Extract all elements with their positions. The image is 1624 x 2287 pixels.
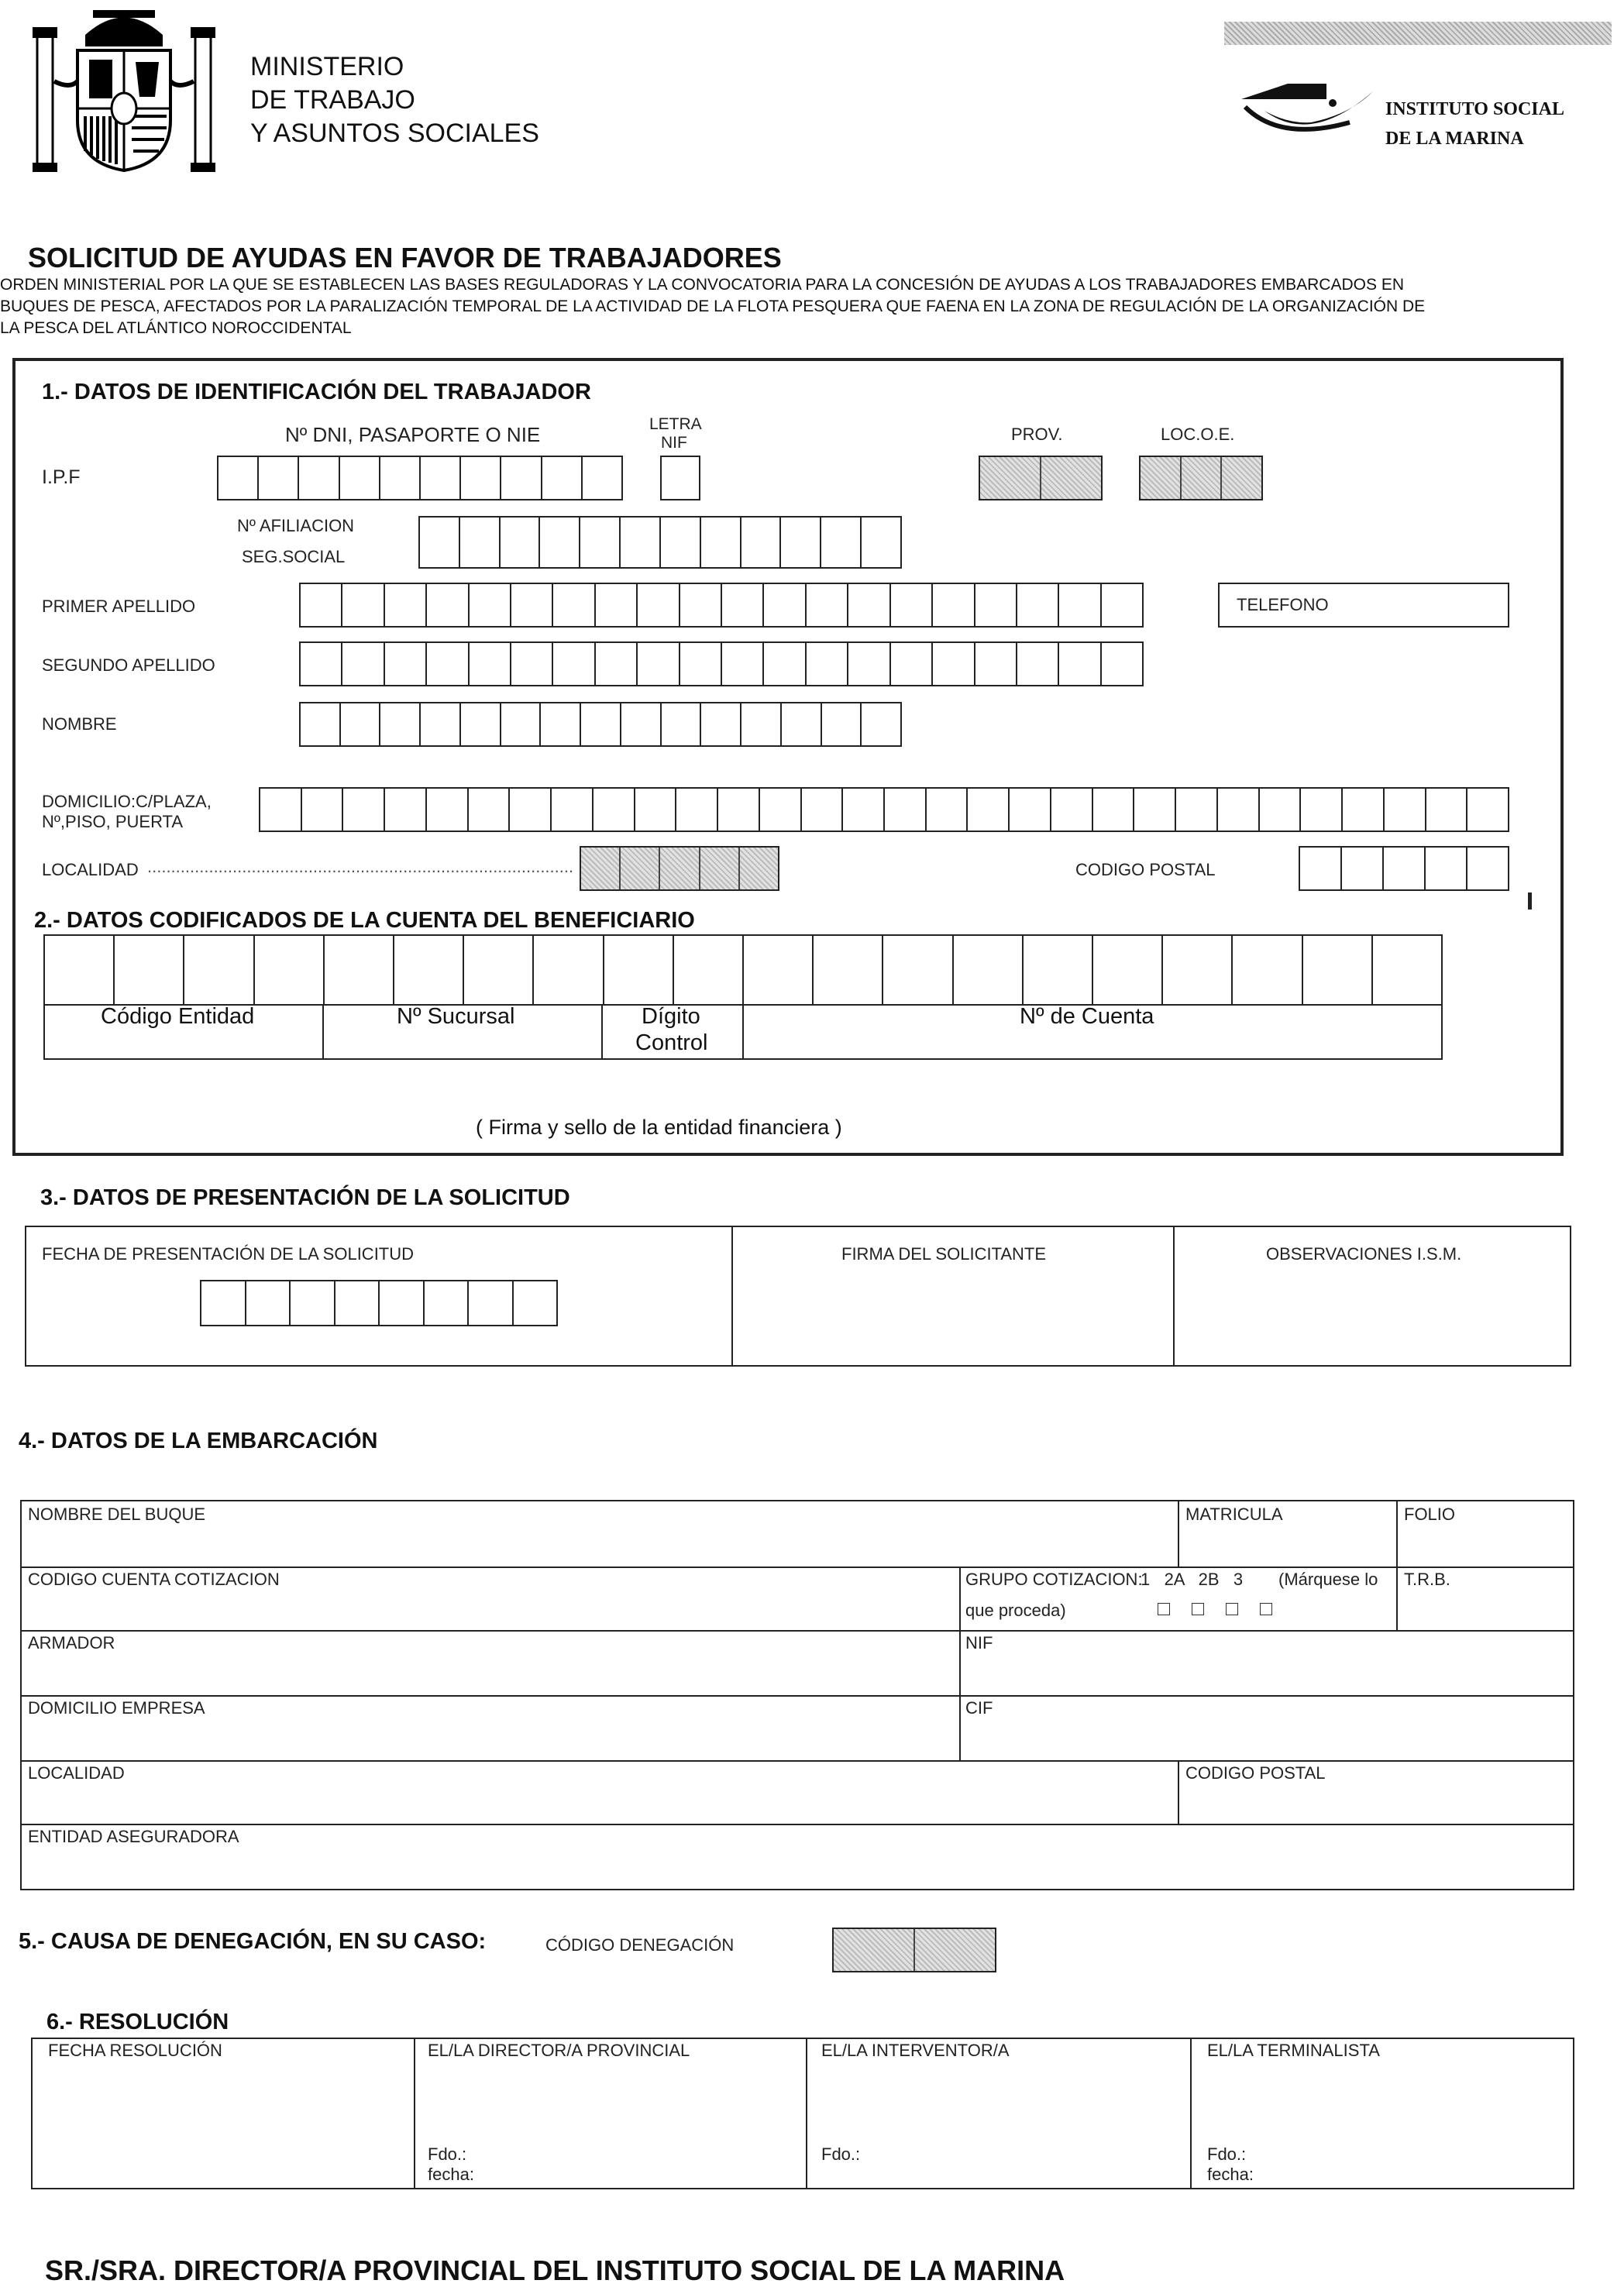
sucursal-label: Nº Sucursal	[397, 1004, 515, 1029]
fecha-resolucion-label: FECHA RESOLUCIÓN	[48, 2041, 222, 2060]
telefono-field[interactable]	[1218, 583, 1509, 628]
ccc-label: CODIGO CUENTA COTIZACION	[28, 1570, 280, 1589]
grupo-2b-checkbox[interactable]	[1226, 1603, 1238, 1615]
nif-empresa-label: NIF	[965, 1633, 993, 1652]
grupo-cotizacion-label: GRUPO COTIZACION:	[965, 1570, 1143, 1589]
nif-label: NIF	[661, 434, 687, 452]
observaciones-field[interactable]	[1176, 1274, 1568, 1359]
codigo-denegacion-label: CÓDIGO DENEGACIÓN	[545, 1935, 735, 1955]
ism-name-line2: DE LA MARINA	[1385, 129, 1524, 149]
page-title: SOLICITUD DE AYUDAS EN FAVOR DE TRABAJADORES	[28, 242, 782, 273]
ism-name-line1: INSTITUTO SOCIAL	[1385, 99, 1564, 119]
localidad-dotted-line[interactable]: ..........................................................................................	[147, 857, 574, 876]
director-fecha-label: fecha:	[428, 2165, 474, 2184]
section-4-heading: 4.- DATOS DE LA EMBARCACIÓN	[19, 1429, 378, 1453]
primer-apellido-input[interactable]	[299, 583, 1144, 628]
intro-line-3: LA PESCA DEL ATLÁNTICO NOROCCIDENTAL	[0, 319, 352, 337]
firma-entidad-label: ( Firma y sello de la entidad financiera )	[476, 1116, 842, 1139]
armador-label: ARMADOR	[28, 1633, 115, 1652]
codigo-postal-input[interactable]	[1299, 846, 1509, 891]
letra-label: LETRA	[649, 415, 702, 433]
primer-apellido-label: PRIMER APELLIDO	[42, 597, 196, 616]
grupo-note-2: que proceda)	[965, 1601, 1066, 1620]
trb-label: T.R.B.	[1404, 1570, 1450, 1589]
fecha-presentacion-input[interactable]	[200, 1280, 558, 1326]
segundo-apellido-input[interactable]	[299, 641, 1144, 686]
ministry-name-line1: MINISTERIO	[250, 52, 404, 81]
nombre-buque-label: NOMBRE DEL BUQUE	[28, 1505, 206, 1524]
nombre-label: NOMBRE	[42, 714, 117, 734]
spain-coat-of-arms-icon	[31, 4, 217, 174]
section-5-heading: 5.- CAUSA DE DENEGACIÓN, EN SU CASO:	[19, 1929, 487, 1954]
grupo-options-label: 1 2A 2B 3	[1141, 1570, 1244, 1589]
cuenta-label: Nº de Cuenta	[1020, 1004, 1154, 1029]
ministry-name-line2: DE TRABAJO	[250, 85, 415, 115]
codigo-postal-label: CODIGO POSTAL	[1075, 860, 1216, 879]
matricula-label: MATRICULA	[1185, 1505, 1283, 1524]
vessel-table	[20, 1500, 1574, 1890]
segundo-apellido-label: SEGUNDO APELLIDO	[42, 655, 215, 675]
ministry-name-line3: Y ASUNTOS SOCIALES	[250, 119, 539, 148]
section-2-heading: 2.- DATOS CODIFICADOS DE LA CUENTA DEL BENEFICIARIO	[34, 908, 695, 933]
grupo-2a-checkbox[interactable]	[1192, 1603, 1204, 1615]
stamp-strip	[1224, 22, 1612, 45]
afiliacion-label: Nº AFILIACION	[237, 516, 355, 535]
grupo-1-checkbox[interactable]	[1158, 1603, 1170, 1615]
section-3-heading: 3.- DATOS DE PRESENTACIÓN DE LA SOLICITUD	[40, 1185, 570, 1210]
cif-label: CIF	[965, 1698, 993, 1718]
prov-input	[979, 456, 1103, 500]
telefono-label: TELEFONO	[1237, 595, 1329, 614]
folio-label: FOLIO	[1404, 1505, 1456, 1524]
grupo-note-1: (Márquese lo	[1278, 1570, 1378, 1589]
section-6-heading: 6.- RESOLUCIÓN	[46, 2010, 229, 2034]
prov-label: PROV.	[1011, 425, 1063, 444]
intro-line-2: BUQUES DE PESCA, AFECTADOS POR LA PARALIZACIÓN TEMPORAL DE LA ACTIVIDAD DE LA FLOTA PESQUERA QUE FAENA EN LA ZONA DE REGULACIÓN DE LA ORGANIZACIÓN DE	[0, 297, 1426, 315]
codigo-postal-empresa-label: CODIGO POSTAL	[1185, 1763, 1326, 1783]
interventor-label: EL/LA INTERVENTOR/A	[821, 2041, 1010, 2060]
interventor-fdo-label: Fdo.:	[821, 2144, 861, 2164]
dni-input[interactable]	[217, 456, 623, 500]
digito-label-1: Dígito	[642, 1004, 700, 1029]
observaciones-label: OBSERVACIONES I.S.M.	[1266, 1244, 1462, 1264]
intro-line-1: ORDEN MINISTERIAL POR LA QUE SE ESTABLECEN LAS BASES REGULADORAS Y LA CONVOCATORIA PARA LA CONCESIÓN DE AYUDAS A LOS TRABAJADORES EMBARCADOS EN	[0, 276, 1404, 294]
nombre-input[interactable]	[299, 702, 902, 747]
terminalista-fdo-label: Fdo.:	[1207, 2144, 1247, 2164]
domicilio-label-2: Nº,PISO, PUERTA	[42, 812, 184, 831]
digito-label-2: Control	[635, 1030, 708, 1055]
firma-solicitante-label: FIRMA DEL SOLICITANTE	[841, 1244, 1047, 1264]
section-1-heading: 1.- DATOS DE IDENTIFICACIÓN DEL TRABAJADOR	[42, 380, 591, 404]
codigo-denegacion-input	[832, 1928, 996, 1972]
domicilio-empresa-label: DOMICILIO EMPRESA	[28, 1698, 205, 1718]
director-label: EL/LA DIRECTOR/A PROVINCIAL	[428, 2041, 690, 2060]
footer-addressee: SR./SRA. DIRECTOR/A PROVINCIAL DEL INSTITUTO SOCIAL DE LA MARINA	[45, 2254, 1065, 2286]
localidad-empresa-label: LOCALIDAD	[28, 1763, 125, 1783]
aseguradora-label: ENTIDAD ASEGURADORA	[28, 1827, 239, 1846]
terminalista-label: EL/LA TERMINALISTA	[1207, 2041, 1380, 2060]
bank-account-input[interactable]	[43, 934, 1443, 1006]
codigo-entidad-label: Código Entidad	[101, 1004, 255, 1029]
localidad-code-input	[580, 846, 779, 891]
segsocial-label: SEG.SOCIAL	[242, 547, 346, 566]
ipf-label: I.P.F	[42, 466, 81, 488]
grupo-3-checkbox[interactable]	[1260, 1603, 1272, 1615]
terminalista-fecha-label: fecha:	[1207, 2165, 1254, 2184]
ism-logo-icon	[1233, 68, 1381, 146]
letra-nif-input[interactable]	[660, 456, 700, 500]
fecha-presentacion-label: FECHA DE PRESENTACIÓN DE LA SOLICITUD	[42, 1244, 415, 1264]
localidad-label: LOCALIDAD	[42, 860, 139, 879]
grupo-checkboxes	[1147, 1602, 1283, 1616]
firma-solicitante-field[interactable]	[735, 1274, 1170, 1359]
margin-mark	[1528, 892, 1532, 910]
bank-account-legend	[43, 1004, 1443, 1060]
afiliacion-input[interactable]	[418, 516, 902, 569]
director-fdo-label: Fdo.:	[428, 2144, 467, 2164]
presentation-table	[25, 1226, 1571, 1367]
loc-input	[1139, 456, 1263, 500]
dni-label: Nº DNI, PASAPORTE O NIE	[285, 423, 541, 446]
resolution-table	[31, 2038, 1574, 2189]
domicilio-label-1: DOMICILIO:C/PLAZA,	[42, 792, 212, 811]
loc-label: LOC.O.E.	[1161, 425, 1235, 444]
domicilio-input[interactable]	[259, 787, 1509, 832]
